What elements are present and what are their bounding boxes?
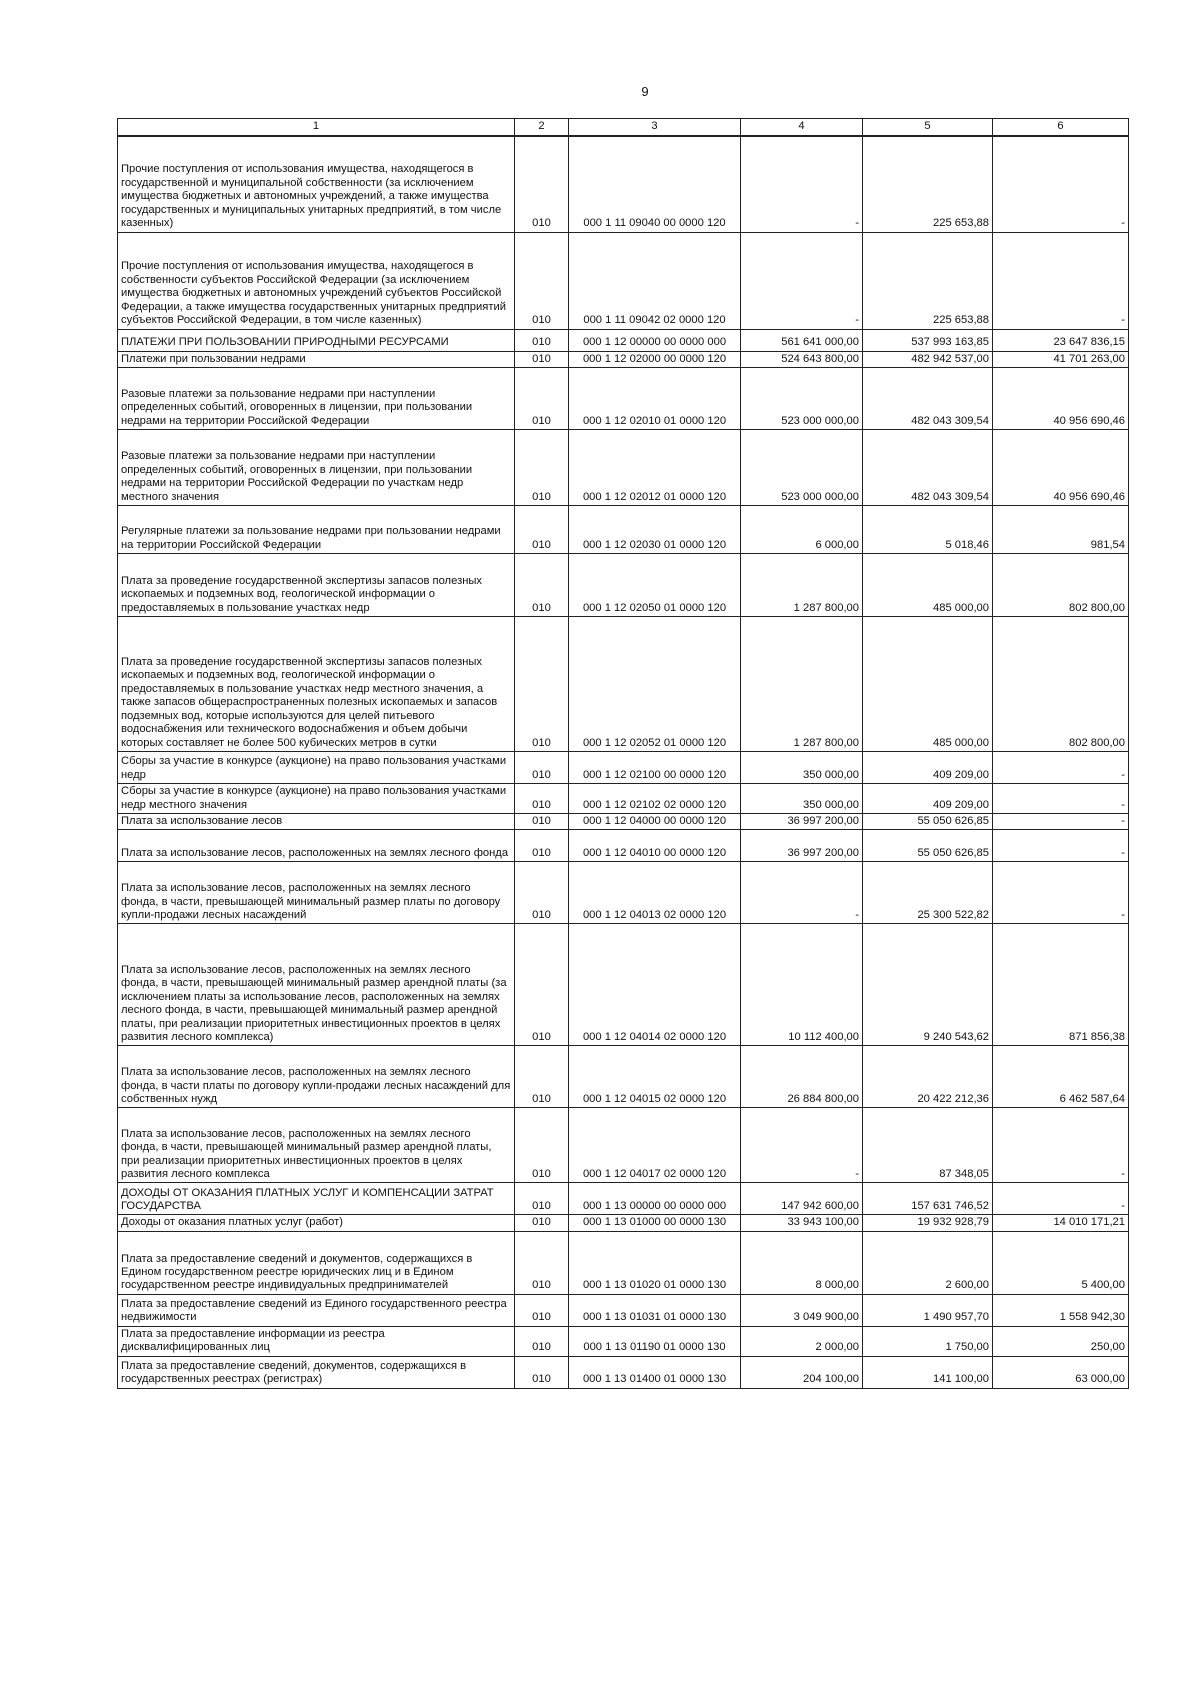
table-row bbox=[118, 783, 1129, 813]
row-name-cell: ПЛАТЕЖИ ПРИ ПОЛЬЗОВАНИИ ПРИРОДНЫМИ РЕСУРСАМИ bbox=[118, 329, 515, 351]
row-name-cell: Плата за использование лесов, расположенных на землях лесного фонда, в части, превышающей минимальный размер арендной платы (за исключением платы за использование лесов, расположенных на землях лесного фонда, в части, превышающей минимальный размер арендной платы, при реализации приоритетных инвестиционных проектов в целях развития лесного комплекса) bbox=[118, 924, 515, 1046]
row-budget-code-cell: 000 1 13 01190 01 0000 130 bbox=[569, 1326, 741, 1356]
row-approved-cell: 8 000,00 bbox=[741, 1231, 863, 1294]
row-line-code-cell: 010 bbox=[515, 429, 569, 505]
row-unexecuted-cell: 63 000,00 bbox=[993, 1356, 1129, 1388]
row-line-code-cell: 010 bbox=[515, 1183, 569, 1215]
table-row bbox=[118, 351, 1129, 367]
row-budget-code-cell: 000 1 12 04010 00 0000 120 bbox=[569, 830, 741, 862]
row-unexecuted-cell: - bbox=[993, 830, 1129, 862]
header-col-5: 5 bbox=[863, 119, 993, 137]
row-unexecuted-cell: 23 647 836,15 bbox=[993, 329, 1129, 351]
row-executed-cell: 482 043 309,54 bbox=[863, 367, 993, 429]
row-budget-code-cell: 000 1 12 00000 00 0000 000 bbox=[569, 329, 741, 351]
row-executed-cell: 2 600,00 bbox=[863, 1231, 993, 1294]
table-row bbox=[118, 813, 1129, 829]
row-approved-cell: - bbox=[741, 232, 863, 329]
row-unexecuted-cell: 5 400,00 bbox=[993, 1231, 1129, 1294]
row-budget-code-cell: 000 1 13 01020 01 0000 130 bbox=[569, 1231, 741, 1294]
row-name-cell: Плата за проведение государственной экспертизы запасов полезных ископаемых и подземных вод, геологической информации о предоставляемых в пользование участках недр местного значения, а также запасов общераспространенных полезных ископаемых и запасов подземных вод, которые используются для целей питьевого водоснабжения или технического водоснабжения и объем добычи которых составляет не более 500 кубических метров в сутки bbox=[118, 616, 515, 751]
table-row bbox=[118, 1231, 1129, 1294]
row-name-cell: Плата за использование лесов, расположенных на землях лесного фонда, в части, превышающей минимальный размер арендной платы, при реализации приоритетных инвестиционных проектов в целях развития лесного комплекса bbox=[118, 1108, 515, 1183]
row-executed-cell: 485 000,00 bbox=[863, 616, 993, 751]
table-row bbox=[118, 505, 1129, 553]
row-executed-cell: 25 300 522,82 bbox=[863, 862, 993, 924]
row-executed-cell: 485 000,00 bbox=[863, 553, 993, 616]
row-executed-cell: 9 240 543,62 bbox=[863, 924, 993, 1046]
row-line-code-cell: 010 bbox=[515, 1108, 569, 1183]
row-line-code-cell: 010 bbox=[515, 329, 569, 351]
row-approved-cell: - bbox=[741, 136, 863, 232]
row-approved-cell: 3 049 900,00 bbox=[741, 1294, 863, 1326]
table-row bbox=[118, 553, 1129, 616]
row-name-cell: Регулярные платежи за пользование недрами при пользовании недрами на территории Российской Федерации bbox=[118, 505, 515, 553]
row-executed-cell: 409 209,00 bbox=[863, 751, 993, 783]
row-budget-code-cell: 000 1 13 01031 01 0000 130 bbox=[569, 1294, 741, 1326]
table-row bbox=[118, 751, 1129, 783]
row-name-cell: Разовые платежи за пользование недрами при наступлении определенных событий, оговоренных в лицензии, при пользовании недрами на территории Российской Федерации bbox=[118, 367, 515, 429]
row-name-cell: ДОХОДЫ ОТ ОКАЗАНИЯ ПЛАТНЫХ УСЛУГ И КОМПЕНСАЦИИ ЗАТРАТ ГОСУДАРСТВА bbox=[118, 1183, 515, 1215]
row-executed-cell: 1 750,00 bbox=[863, 1326, 993, 1356]
row-budget-code-cell: 000 1 12 02052 01 0000 120 bbox=[569, 616, 741, 751]
row-unexecuted-cell: - bbox=[993, 862, 1129, 924]
row-executed-cell: 19 932 928,79 bbox=[863, 1215, 993, 1231]
row-budget-code-cell: 000 1 12 04013 02 0000 120 bbox=[569, 862, 741, 924]
row-unexecuted-cell: 41 701 263,00 bbox=[993, 351, 1129, 367]
row-approved-cell: 6 000,00 bbox=[741, 505, 863, 553]
row-name-cell: Сборы за участие в конкурсе (аукционе) на право пользования участками недр местного значения bbox=[118, 783, 515, 813]
page-number: 9 bbox=[641, 84, 649, 99]
row-budget-code-cell: 000 1 13 00000 00 0000 000 bbox=[569, 1183, 741, 1215]
table-body bbox=[118, 136, 1129, 1388]
table-row bbox=[118, 1183, 1129, 1215]
row-line-code-cell: 010 bbox=[515, 1046, 569, 1108]
row-unexecuted-cell: - bbox=[993, 1108, 1129, 1183]
row-unexecuted-cell: 40 956 690,46 bbox=[993, 429, 1129, 505]
row-name-cell: Плата за использование лесов, расположенных на землях лесного фонда bbox=[118, 830, 515, 862]
row-name-cell: Разовые платежи за пользование недрами при наступлении определенных событий, оговоренных в лицензии, при пользовании недрами на территории Российской Федерации по участкам недр местного значения bbox=[118, 429, 515, 505]
table-row bbox=[118, 1356, 1129, 1388]
row-unexecuted-cell: 6 462 587,64 bbox=[993, 1046, 1129, 1108]
row-executed-cell: 157 631 746,52 bbox=[863, 1183, 993, 1215]
row-unexecuted-cell: - bbox=[993, 1183, 1129, 1215]
row-name-cell: Плата за предоставление информации из реестра дисквалифицированных лиц bbox=[118, 1326, 515, 1356]
row-approved-cell: 36 997 200,00 bbox=[741, 830, 863, 862]
row-line-code-cell: 010 bbox=[515, 1215, 569, 1231]
row-budget-code-cell: 000 1 12 02012 01 0000 120 bbox=[569, 429, 741, 505]
row-executed-cell: 537 993 163,85 bbox=[863, 329, 993, 351]
row-line-code-cell: 010 bbox=[515, 136, 569, 232]
row-unexecuted-cell: 981,54 bbox=[993, 505, 1129, 553]
row-line-code-cell: 010 bbox=[515, 232, 569, 329]
header-col-1: 1 bbox=[118, 119, 515, 137]
row-line-code-cell: 010 bbox=[515, 783, 569, 813]
row-approved-cell: 523 000 000,00 bbox=[741, 429, 863, 505]
row-name-cell: Доходы от оказания платных услуг (работ) bbox=[118, 1215, 515, 1231]
table-row bbox=[118, 367, 1129, 429]
table-row bbox=[118, 329, 1129, 351]
row-line-code-cell: 010 bbox=[515, 830, 569, 862]
row-unexecuted-cell: 871 856,38 bbox=[993, 924, 1129, 1046]
row-approved-cell: 2 000,00 bbox=[741, 1326, 863, 1356]
row-name-cell: Сборы за участие в конкурсе (аукционе) на право пользования участками недр bbox=[118, 751, 515, 783]
row-approved-cell: 350 000,00 bbox=[741, 783, 863, 813]
row-name-cell: Плата за проведение государственной экспертизы запасов полезных ископаемых и подземных вод, геологической информации о предоставляемых в пользование участках недр bbox=[118, 553, 515, 616]
header-col-4: 4 bbox=[741, 119, 863, 137]
row-name-cell: Прочие поступления от использования имущества, находящегося в государственной и муниципальной собственности (за исключением имущества бюджетных и автономных учреждений, а также имущества государственных и муниципальных унитарных предприятий, в том числе казенных) bbox=[118, 136, 515, 232]
row-budget-code-cell: 000 1 11 09042 02 0000 120 bbox=[569, 232, 741, 329]
table-row bbox=[118, 1326, 1129, 1356]
row-line-code-cell: 010 bbox=[515, 367, 569, 429]
row-executed-cell: 1 490 957,70 bbox=[863, 1294, 993, 1326]
row-unexecuted-cell: 802 800,00 bbox=[993, 553, 1129, 616]
row-budget-code-cell: 000 1 12 04015 02 0000 120 bbox=[569, 1046, 741, 1108]
row-name-cell: Платежи при пользовании недрами bbox=[118, 351, 515, 367]
row-executed-cell: 5 018,46 bbox=[863, 505, 993, 553]
revenue-table bbox=[117, 118, 1129, 1389]
table-row bbox=[118, 429, 1129, 505]
header-col-6: 6 bbox=[993, 119, 1129, 137]
row-line-code-cell: 010 bbox=[515, 505, 569, 553]
row-unexecuted-cell: 40 956 690,46 bbox=[993, 367, 1129, 429]
row-budget-code-cell: 000 1 11 09040 00 0000 120 bbox=[569, 136, 741, 232]
row-executed-cell: 482 043 309,54 bbox=[863, 429, 993, 505]
row-budget-code-cell: 000 1 13 01400 01 0000 130 bbox=[569, 1356, 741, 1388]
table-row bbox=[118, 924, 1129, 1046]
row-approved-cell: 36 997 200,00 bbox=[741, 813, 863, 829]
row-approved-cell: 147 942 600,00 bbox=[741, 1183, 863, 1215]
row-line-code-cell: 010 bbox=[515, 1294, 569, 1326]
row-line-code-cell: 010 bbox=[515, 1231, 569, 1294]
row-budget-code-cell: 000 1 12 04014 02 0000 120 bbox=[569, 924, 741, 1046]
row-executed-cell: 20 422 212,36 bbox=[863, 1046, 993, 1108]
row-approved-cell: 33 943 100,00 bbox=[741, 1215, 863, 1231]
row-approved-cell: 10 112 400,00 bbox=[741, 924, 863, 1046]
row-approved-cell: - bbox=[741, 1108, 863, 1183]
row-budget-code-cell: 000 1 13 01000 00 0000 130 bbox=[569, 1215, 741, 1231]
table-row bbox=[118, 136, 1129, 232]
row-executed-cell: 225 653,88 bbox=[863, 232, 993, 329]
row-line-code-cell: 010 bbox=[515, 553, 569, 616]
row-approved-cell: - bbox=[741, 862, 863, 924]
row-name-cell: Плата за использование лесов bbox=[118, 813, 515, 829]
row-name-cell: Прочие поступления от использования имущества, находящегося в собственности субъектов Российской Федерации (за исключением имущества бюджетных и автономных учреждений субъектов Российской Федерации, а также имущества государственных унитарных предприятий субъектов Российской Федерации, в том числе казенных) bbox=[118, 232, 515, 329]
row-approved-cell: 1 287 800,00 bbox=[741, 616, 863, 751]
row-line-code-cell: 010 bbox=[515, 813, 569, 829]
table-row bbox=[118, 1215, 1129, 1231]
table-row bbox=[118, 862, 1129, 924]
header-col-3: 3 bbox=[569, 119, 741, 137]
table-row bbox=[118, 1294, 1129, 1326]
table-header-row bbox=[118, 119, 1129, 137]
row-approved-cell: 26 884 800,00 bbox=[741, 1046, 863, 1108]
row-name-cell: Плата за предоставление сведений, документов, содержащихся в государственных реестрах (регистрах) bbox=[118, 1356, 515, 1388]
row-executed-cell: 409 209,00 bbox=[863, 783, 993, 813]
row-budget-code-cell: 000 1 12 04000 00 0000 120 bbox=[569, 813, 741, 829]
row-line-code-cell: 010 bbox=[515, 1356, 569, 1388]
row-line-code-cell: 010 bbox=[515, 924, 569, 1046]
header-col-2: 2 bbox=[515, 119, 569, 137]
row-budget-code-cell: 000 1 12 02102 02 0000 120 bbox=[569, 783, 741, 813]
row-unexecuted-cell: - bbox=[993, 232, 1129, 329]
row-budget-code-cell: 000 1 12 02030 01 0000 120 bbox=[569, 505, 741, 553]
table-row bbox=[118, 1046, 1129, 1108]
row-approved-cell: 1 287 800,00 bbox=[741, 553, 863, 616]
row-name-cell: Плата за предоставление сведений и документов, содержащихся в Едином государственном реестре юридических лиц и в Едином государственном реестре индивидуальных предпринимателей bbox=[118, 1231, 515, 1294]
table-row bbox=[118, 830, 1129, 862]
row-budget-code-cell: 000 1 12 02100 00 0000 120 bbox=[569, 751, 741, 783]
row-executed-cell: 55 050 626,85 bbox=[863, 830, 993, 862]
table-row bbox=[118, 1108, 1129, 1183]
row-line-code-cell: 010 bbox=[515, 751, 569, 783]
row-unexecuted-cell: - bbox=[993, 751, 1129, 783]
row-name-cell: Плата за предоставление сведений из Единого государственного реестра недвижимости bbox=[118, 1294, 515, 1326]
row-executed-cell: 141 100,00 bbox=[863, 1356, 993, 1388]
row-approved-cell: 523 000 000,00 bbox=[741, 367, 863, 429]
table-row bbox=[118, 232, 1129, 329]
row-line-code-cell: 010 bbox=[515, 616, 569, 751]
row-executed-cell: 87 348,05 bbox=[863, 1108, 993, 1183]
row-unexecuted-cell: - bbox=[993, 783, 1129, 813]
row-executed-cell: 55 050 626,85 bbox=[863, 813, 993, 829]
row-unexecuted-cell: 1 558 942,30 bbox=[993, 1294, 1129, 1326]
row-unexecuted-cell: 802 800,00 bbox=[993, 616, 1129, 751]
row-executed-cell: 482 942 537,00 bbox=[863, 351, 993, 367]
row-line-code-cell: 010 bbox=[515, 1326, 569, 1356]
row-budget-code-cell: 000 1 12 02050 01 0000 120 bbox=[569, 553, 741, 616]
row-unexecuted-cell: - bbox=[993, 136, 1129, 232]
row-budget-code-cell: 000 1 12 02010 01 0000 120 bbox=[569, 367, 741, 429]
row-approved-cell: 561 641 000,00 bbox=[741, 329, 863, 351]
row-name-cell: Плата за использование лесов, расположенных на землях лесного фонда, в части, превышающей минимальный размер платы по договору купли-продажи лесных насаждений bbox=[118, 862, 515, 924]
row-budget-code-cell: 000 1 12 02000 00 0000 120 bbox=[569, 351, 741, 367]
row-executed-cell: 225 653,88 bbox=[863, 136, 993, 232]
table-row bbox=[118, 616, 1129, 751]
row-approved-cell: 204 100,00 bbox=[741, 1356, 863, 1388]
row-line-code-cell: 010 bbox=[515, 351, 569, 367]
row-budget-code-cell: 000 1 12 04017 02 0000 120 bbox=[569, 1108, 741, 1183]
row-approved-cell: 524 643 800,00 bbox=[741, 351, 863, 367]
row-name-cell: Плата за использование лесов, расположенных на землях лесного фонда, в части платы по договору купли-продажи лесных насаждений для собственных нужд bbox=[118, 1046, 515, 1108]
row-unexecuted-cell: - bbox=[993, 813, 1129, 829]
row-approved-cell: 350 000,00 bbox=[741, 751, 863, 783]
row-line-code-cell: 010 bbox=[515, 862, 569, 924]
row-unexecuted-cell: 14 010 171,21 bbox=[993, 1215, 1129, 1231]
row-unexecuted-cell: 250,00 bbox=[993, 1326, 1129, 1356]
